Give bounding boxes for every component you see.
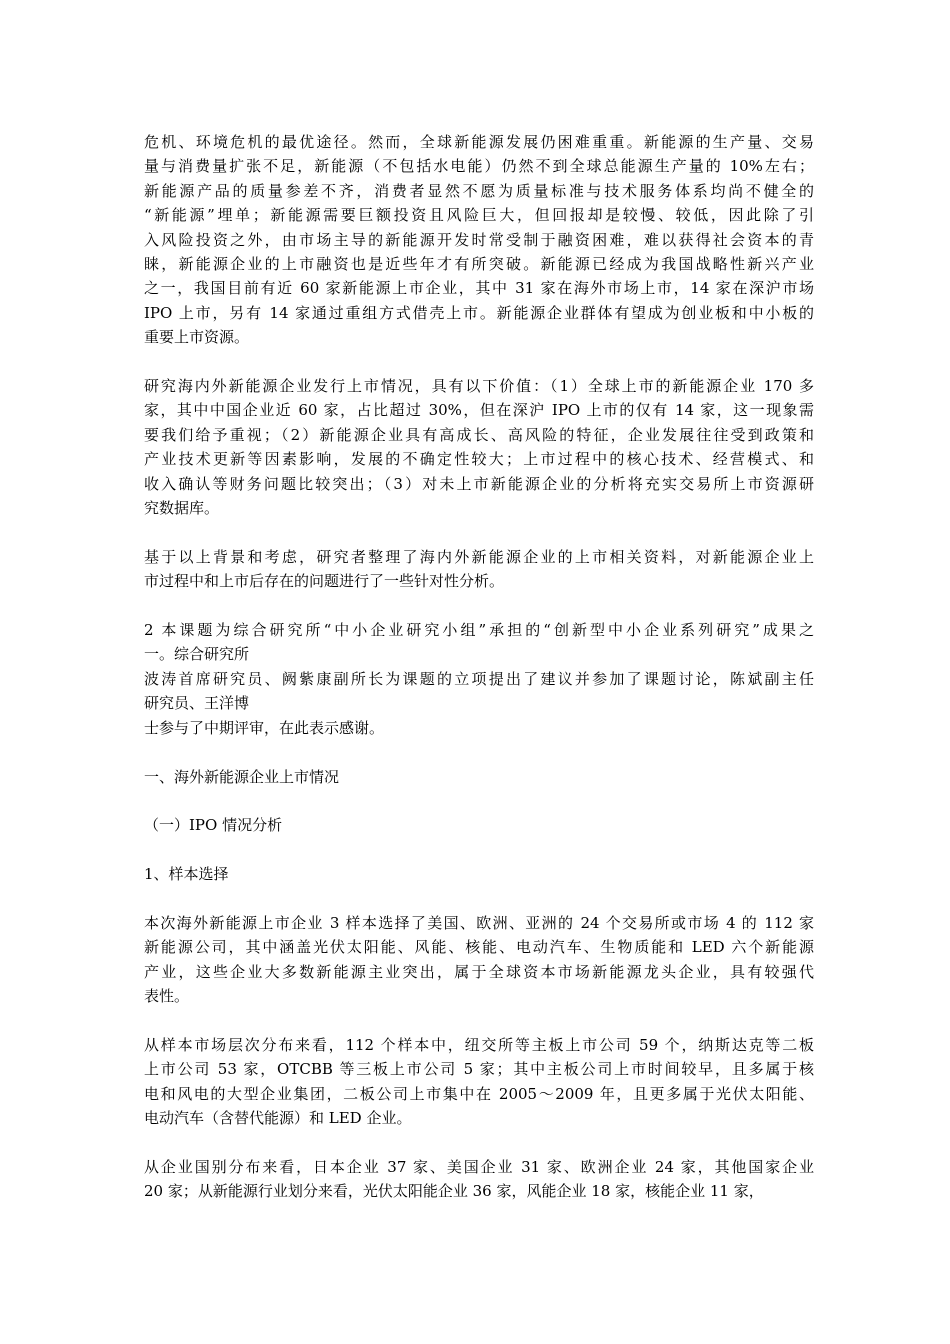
- text-line: 产业，这些企业大多数新能源主业突出，属于全球资本市场新能源龙头企业，具有较强代: [144, 962, 814, 981]
- text-line: 新能源公司，其中涵盖光伏太阳能、风能、核能、电动汽车、生物质能和 LED 六个新能源: [144, 938, 814, 957]
- text-line: 上市公司 53 家，OTCBB 等三板上市公司 5 家；其中主板公司上市时间较早，且多属于核: [144, 1060, 814, 1079]
- paragraph: [144, 911, 814, 1009]
- paragraph: [144, 545, 814, 594]
- document-page: [144, 130, 814, 1228]
- paragraph: [144, 1155, 814, 1204]
- paragraph: [144, 813, 814, 837]
- text-line: 一。综合研究所: [144, 645, 250, 664]
- paragraph: [144, 618, 814, 740]
- text-line: IPO 上市，另有 14 家通过重组方式借壳上市。新能源企业群体有望成为创业板和中小板的: [144, 303, 814, 322]
- text-line: 究数据库。: [144, 499, 220, 518]
- text-line: 之一，我国目前有近 60 家新能源上市企业，其中 31 家在海外市场上市，14 家在深沪市场: [144, 279, 814, 298]
- text-line: 一、海外新能源企业上市情况: [144, 767, 340, 786]
- text-line: 重要上市资源。: [144, 328, 250, 347]
- text-line: （一）IPO 情况分析: [144, 816, 283, 835]
- paragraph: [144, 765, 814, 789]
- text-line: 表性。: [144, 987, 190, 1006]
- text-line: 入风险投资之外，由市场主导的新能源开发时常受制于融资困难，难以获得社会资本的青: [144, 230, 814, 249]
- text-line: 1、样本选择: [144, 865, 229, 884]
- text-line: 量与消费量扩张不足，新能源（不包括水电能）仍然不到全球总能源生产量的 10%左右；: [144, 157, 814, 176]
- text-line: 家，其中中国企业近 60 家，占比超过 30%，但在深沪 IPO 上市的仅有 14 家，这一现象需: [144, 401, 814, 420]
- text-line: 波涛首席研究员、阙紫康副所长为课题的立项提出了建议并参加了课题讨论，陈斌副主任: [144, 669, 814, 688]
- text-line: 危机、环境危机的最优途径。然而，全球新能源发展仍困难重重。新能源的生产量、交易: [144, 133, 814, 151]
- text-line: 要我们给予重视；（2）新能源企业具有高成长、高风险的特征，企业发展往往受到政策和: [144, 425, 814, 444]
- text-line: 收入确认等财务问题比较突出；（3）对未上市新能源企业的分析将充实交易所上市资源研: [144, 474, 814, 493]
- text-line: 本次海外新能源上市企业 3 样本选择了美国、欧洲、亚洲的 24 个交易所或市场 4 的 112 家: [144, 913, 814, 932]
- text-line: 基于以上背景和考虑，研究者整理了海内外新能源企业的上市相关资料，对新能源企业上: [144, 547, 814, 566]
- text-line: 电和风电的大型企业集团，二板公司上市集中在 2005～2009 年，且更多属于光伏太阳能、: [144, 1084, 814, 1103]
- text-line: 研究员、王洋博: [144, 694, 250, 713]
- paragraph: [144, 130, 814, 350]
- text-line: 睐，新能源企业的上市融资也是近些年才有所突破。新能源已经成为我国战略性新兴产业: [144, 255, 814, 274]
- paragraph: [144, 374, 814, 520]
- text-line: 研究海内外新能源企业发行上市情况，具有以下价值：（1）全球上市的新能源企业 170 多: [144, 377, 814, 396]
- text-line: “新能源”埋单；新能源需要巨额投资且风险巨大，但回报却是较慢、较低，因此除了引: [144, 206, 814, 225]
- text-line: 士参与了中期评审，在此表示感谢。: [144, 718, 385, 737]
- paragraph: [144, 862, 814, 886]
- text-line: 20 家；从新能源行业划分来看，光伏太阳能企业 36 家，风能企业 18 家，核能企业 11 家，: [144, 1182, 764, 1201]
- text-line: 电动汽车（含替代能源）和 LED 企业。: [144, 1109, 412, 1128]
- text-line: 市过程中和上市后存在的问题进行了一些针对性分析。: [144, 572, 505, 591]
- text-line: 新能源产品的质量参差不齐，消费者显然不愿为质量标准与技术服务体系均尚不健全的: [144, 181, 814, 200]
- text-line: 产业技术更新等因素影响，发展的不确定性较大；上市过程中的核心技术、经营模式、和: [144, 450, 814, 469]
- text-line: 从企业国别分布来看，日本企业 37 家、美国企业 31 家、欧洲企业 24 家，其他国家企业: [144, 1157, 814, 1176]
- text-line: 2 本课题为综合研究所“中小企业研究小组”承担的“创新型中小企业系列研究”成果之: [144, 621, 814, 640]
- text-line: 从样本市场层次分布来看，112 个样本中，纽交所等主板上市公司 59 个，纳斯达克等二板: [144, 1035, 814, 1054]
- paragraph: [144, 1033, 814, 1131]
